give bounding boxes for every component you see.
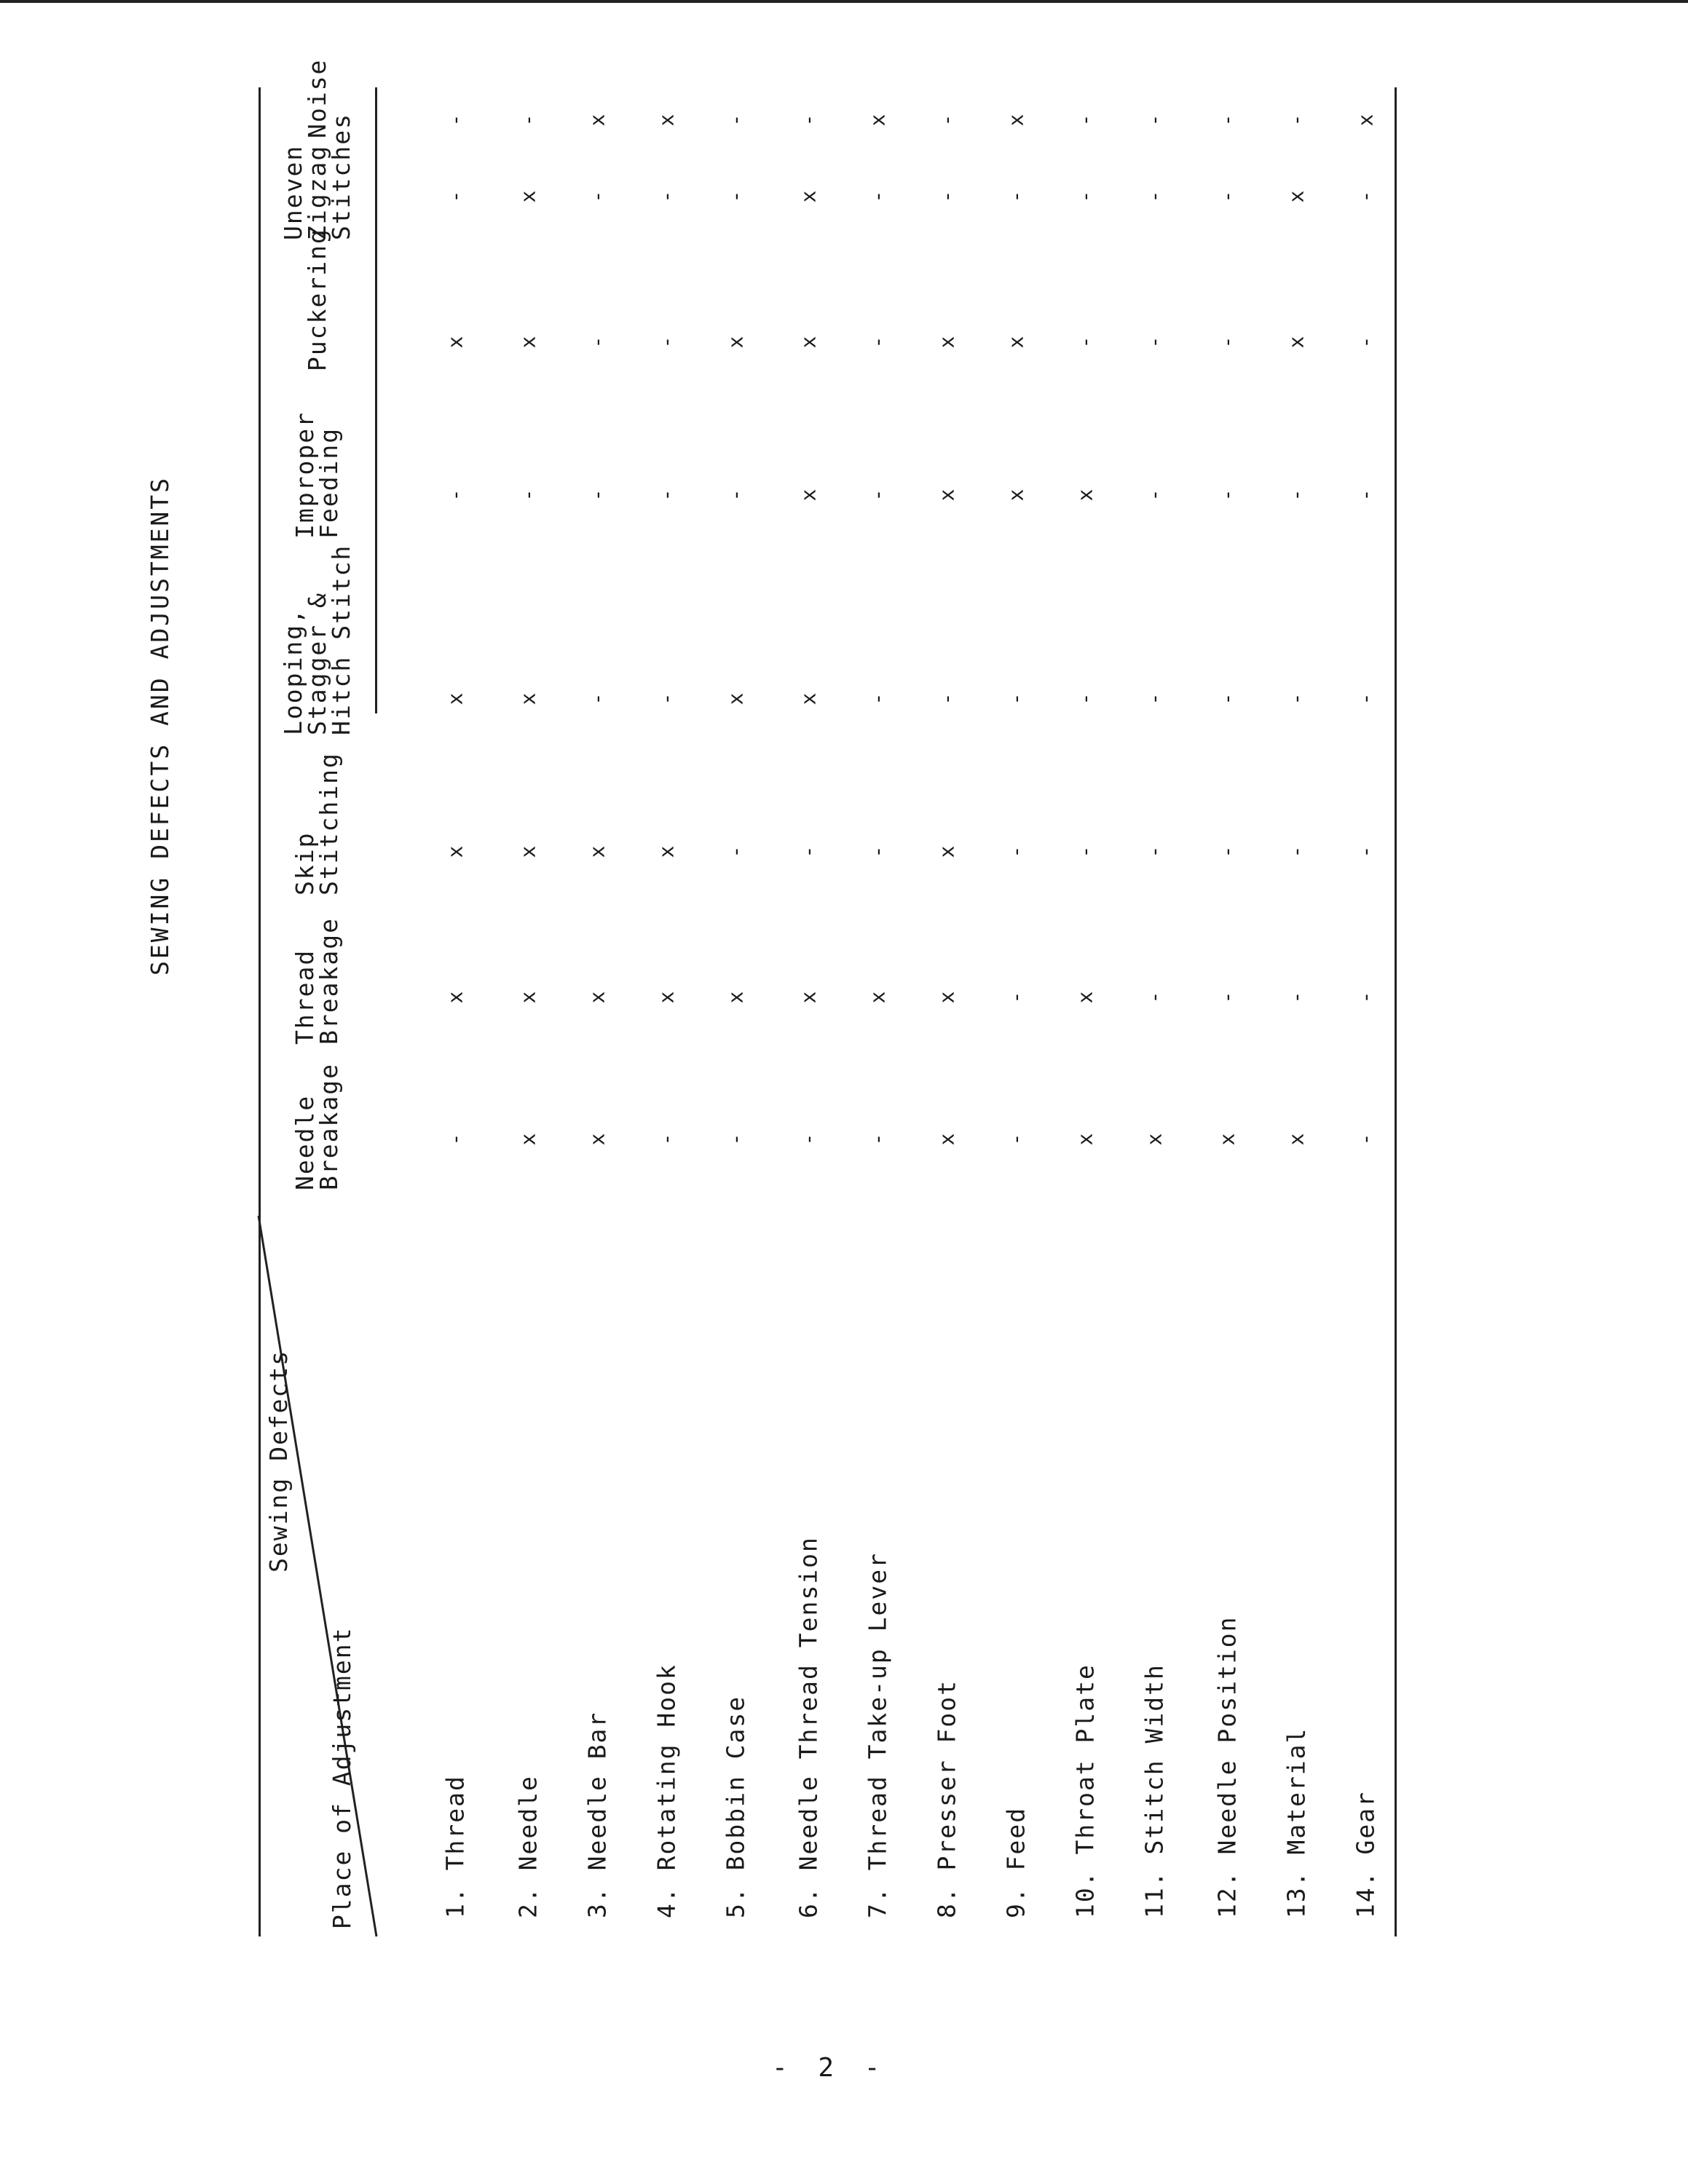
- table-bottom-rule: [1395, 87, 1397, 1936]
- table-cell: x: [796, 190, 821, 203]
- table-cell: -: [516, 488, 540, 502]
- column-header-line: Feeding: [315, 427, 343, 539]
- page-title: SEWING DEFECTS AND ADJUSTMENTS: [146, 475, 174, 976]
- table-cell: -: [443, 1133, 468, 1146]
- table-cell: -: [865, 488, 890, 502]
- table-cell: x: [934, 336, 959, 349]
- row-label: 10. Throat Plate: [1070, 1663, 1100, 1918]
- table-cell: -: [516, 114, 540, 127]
- row-label: 14. Gear: [1351, 1791, 1380, 1918]
- table-cell: -: [1353, 190, 1378, 203]
- table-cell: x: [516, 845, 540, 858]
- table-cell: x: [654, 114, 679, 127]
- table-cell: -: [865, 1133, 890, 1146]
- table-cell: x: [796, 991, 821, 1004]
- place-of-adjustment-label: Place of Adjustment: [328, 1626, 356, 1929]
- table-cell: -: [934, 114, 959, 127]
- table-cell: -: [865, 692, 890, 705]
- table-cell: -: [654, 692, 679, 705]
- page-number: - 2 -: [772, 2053, 888, 2083]
- table-cell: -: [585, 336, 610, 349]
- table-cell: x: [934, 1133, 959, 1146]
- table-cell: -: [1353, 845, 1378, 858]
- table-cell: x: [796, 692, 821, 705]
- row-label: 13. Material: [1282, 1727, 1311, 1918]
- column-header: [259, 545, 375, 735]
- table-cell: x: [443, 336, 468, 349]
- table-cell: x: [865, 114, 890, 127]
- table-cell: x: [1003, 488, 1028, 502]
- table-cell: x: [1215, 1133, 1239, 1146]
- table-cell: -: [1353, 1133, 1378, 1146]
- row-label: 11. Stitch Width: [1140, 1663, 1169, 1918]
- table-cell: -: [1353, 336, 1378, 349]
- table-cell: x: [1073, 488, 1097, 502]
- table-cell: x: [1284, 190, 1309, 203]
- column-header-line: Stitches: [326, 113, 355, 240]
- header-bottom-rule: [375, 87, 377, 713]
- table-cell: -: [654, 336, 679, 349]
- table-cell: -: [654, 190, 679, 203]
- table-cell: -: [723, 488, 748, 502]
- table-cell: -: [1284, 692, 1309, 705]
- table-cell: -: [1215, 692, 1239, 705]
- table-cell: -: [796, 845, 821, 858]
- table-cell: x: [585, 1133, 610, 1146]
- column-header-line: Improper: [291, 411, 319, 539]
- table-cell: x: [443, 692, 468, 705]
- table-cell: -: [1215, 845, 1239, 858]
- row-label: 2. Needle: [513, 1775, 543, 1918]
- table-cell: -: [1003, 991, 1028, 1004]
- table-cell: -: [1284, 114, 1309, 127]
- table-cell: x: [1284, 336, 1309, 349]
- table-cell: x: [723, 336, 748, 349]
- table-cell: -: [1353, 692, 1378, 705]
- column-header-line: Breakage: [315, 917, 343, 1045]
- table-cell: x: [516, 1133, 540, 1146]
- column-header: [259, 1063, 375, 1190]
- table-cell: -: [443, 488, 468, 502]
- table-cell: -: [654, 488, 679, 502]
- table-cell: -: [1073, 190, 1097, 203]
- row-label: 8. Presser Foot: [932, 1679, 961, 1918]
- column-header: [259, 59, 375, 138]
- table-cell: x: [1003, 114, 1028, 127]
- table-cell: x: [585, 845, 610, 858]
- table-cell: -: [723, 114, 748, 127]
- column-header-line: Skip: [291, 831, 319, 895]
- table-cell: -: [1073, 336, 1097, 349]
- table-cell: x: [1073, 991, 1097, 1004]
- table-cell: -: [1073, 114, 1097, 127]
- column-header-line: Stitching: [315, 752, 343, 895]
- table-cell: x: [654, 991, 679, 1004]
- table-cell: -: [1284, 845, 1309, 858]
- table-cell: -: [1073, 845, 1097, 858]
- table-cell: x: [1353, 114, 1378, 127]
- top-rule: [0, 0, 1688, 3]
- table-cell: -: [796, 1133, 821, 1146]
- table-cell: x: [723, 991, 748, 1004]
- table-cell: x: [516, 692, 540, 705]
- row-label: 3. Needle Bar: [583, 1711, 612, 1918]
- table-cell: -: [796, 114, 821, 127]
- row-label: 6. Needle Thread Tension: [794, 1536, 823, 1918]
- column-header-line: Puckering: [302, 228, 331, 371]
- column-header-line: Needle: [291, 1094, 319, 1190]
- table-cell: -: [1142, 488, 1167, 502]
- table-cell: -: [585, 488, 610, 502]
- table-cell: -: [1003, 1133, 1028, 1146]
- row-label: 1. Thread: [441, 1775, 470, 1918]
- table-cell: -: [1353, 991, 1378, 1004]
- table-cell: x: [934, 991, 959, 1004]
- corner-diagonal: [259, 1208, 382, 1936]
- table-cell: x: [516, 336, 540, 349]
- sewing-defects-label: Sewing Defects: [264, 1349, 293, 1572]
- table-cell: -: [1215, 488, 1239, 502]
- table-cell: x: [934, 845, 959, 858]
- table-cell: x: [796, 336, 821, 349]
- column-header-line: Looping,: [278, 608, 307, 735]
- table-cell: x: [1073, 1133, 1097, 1146]
- table-cell: -: [1142, 692, 1167, 705]
- row-label: 9. Feed: [1001, 1806, 1030, 1918]
- table-cell: x: [1142, 1133, 1167, 1146]
- column-header-line: Noise: [302, 58, 331, 138]
- table-cell: x: [934, 488, 959, 502]
- table-cell: -: [443, 114, 468, 127]
- table-cell: -: [654, 1133, 679, 1146]
- table-cell: -: [443, 190, 468, 203]
- table-cell: -: [1284, 488, 1309, 502]
- defects-table: [259, 58, 1405, 1936]
- column-header-line: Uneven: [278, 144, 307, 240]
- table-cell: x: [1003, 336, 1028, 349]
- table-cell: x: [654, 845, 679, 858]
- table-cell: -: [1215, 991, 1239, 1004]
- table-cell: -: [1142, 190, 1167, 203]
- row-label: 12. Needle Position: [1212, 1615, 1242, 1918]
- column-header-line: Breakage: [315, 1063, 343, 1190]
- table-cell: -: [865, 336, 890, 349]
- table-cell: -: [934, 190, 959, 203]
- table-cell: -: [1142, 336, 1167, 349]
- table-cell: x: [443, 991, 468, 1004]
- table-cell: -: [1353, 488, 1378, 502]
- row-label: 5. Bobbin Case: [721, 1695, 750, 1918]
- row-label: 7. Thread Take-up Lever: [863, 1552, 892, 1918]
- column-header: [259, 411, 375, 539]
- table-cell: x: [865, 991, 890, 1004]
- table-cell: -: [865, 845, 890, 858]
- table-cell: x: [585, 114, 610, 127]
- table-cell: x: [585, 991, 610, 1004]
- table-cell: -: [723, 845, 748, 858]
- table-cell: -: [723, 1133, 748, 1146]
- column-header-line: Hitch Stitch: [326, 544, 355, 735]
- table-cell: -: [1142, 114, 1167, 127]
- column-header-line: Zigzag: [302, 144, 331, 240]
- table-cell: -: [1215, 336, 1239, 349]
- column-header: [259, 917, 375, 1045]
- table-cell: x: [1284, 1133, 1309, 1146]
- column-header-line: Thread: [291, 949, 319, 1045]
- column-header-line: Stagger &: [302, 592, 331, 735]
- table-cell: -: [1284, 991, 1309, 1004]
- table-cell: x: [516, 190, 540, 203]
- table-cell: -: [865, 190, 890, 203]
- table-cell: x: [443, 845, 468, 858]
- table-cell: -: [1073, 692, 1097, 705]
- table-cell: -: [934, 692, 959, 705]
- table-cell: -: [1003, 692, 1028, 705]
- table-cell: -: [723, 190, 748, 203]
- table-cell: -: [1003, 845, 1028, 858]
- table-cell: x: [516, 991, 540, 1004]
- table-cell: -: [1142, 991, 1167, 1004]
- row-label: 4. Rotating Hook: [652, 1663, 681, 1918]
- table-cell: -: [1142, 845, 1167, 858]
- table-cell: x: [796, 488, 821, 502]
- table-cell: -: [1003, 190, 1028, 203]
- table-cell: x: [723, 692, 748, 705]
- table-cell: -: [1215, 114, 1239, 127]
- column-header: [259, 752, 375, 895]
- column-header: [259, 228, 375, 371]
- table-cell: -: [585, 190, 610, 203]
- table-cell: -: [585, 692, 610, 705]
- table-cell: -: [1215, 190, 1239, 203]
